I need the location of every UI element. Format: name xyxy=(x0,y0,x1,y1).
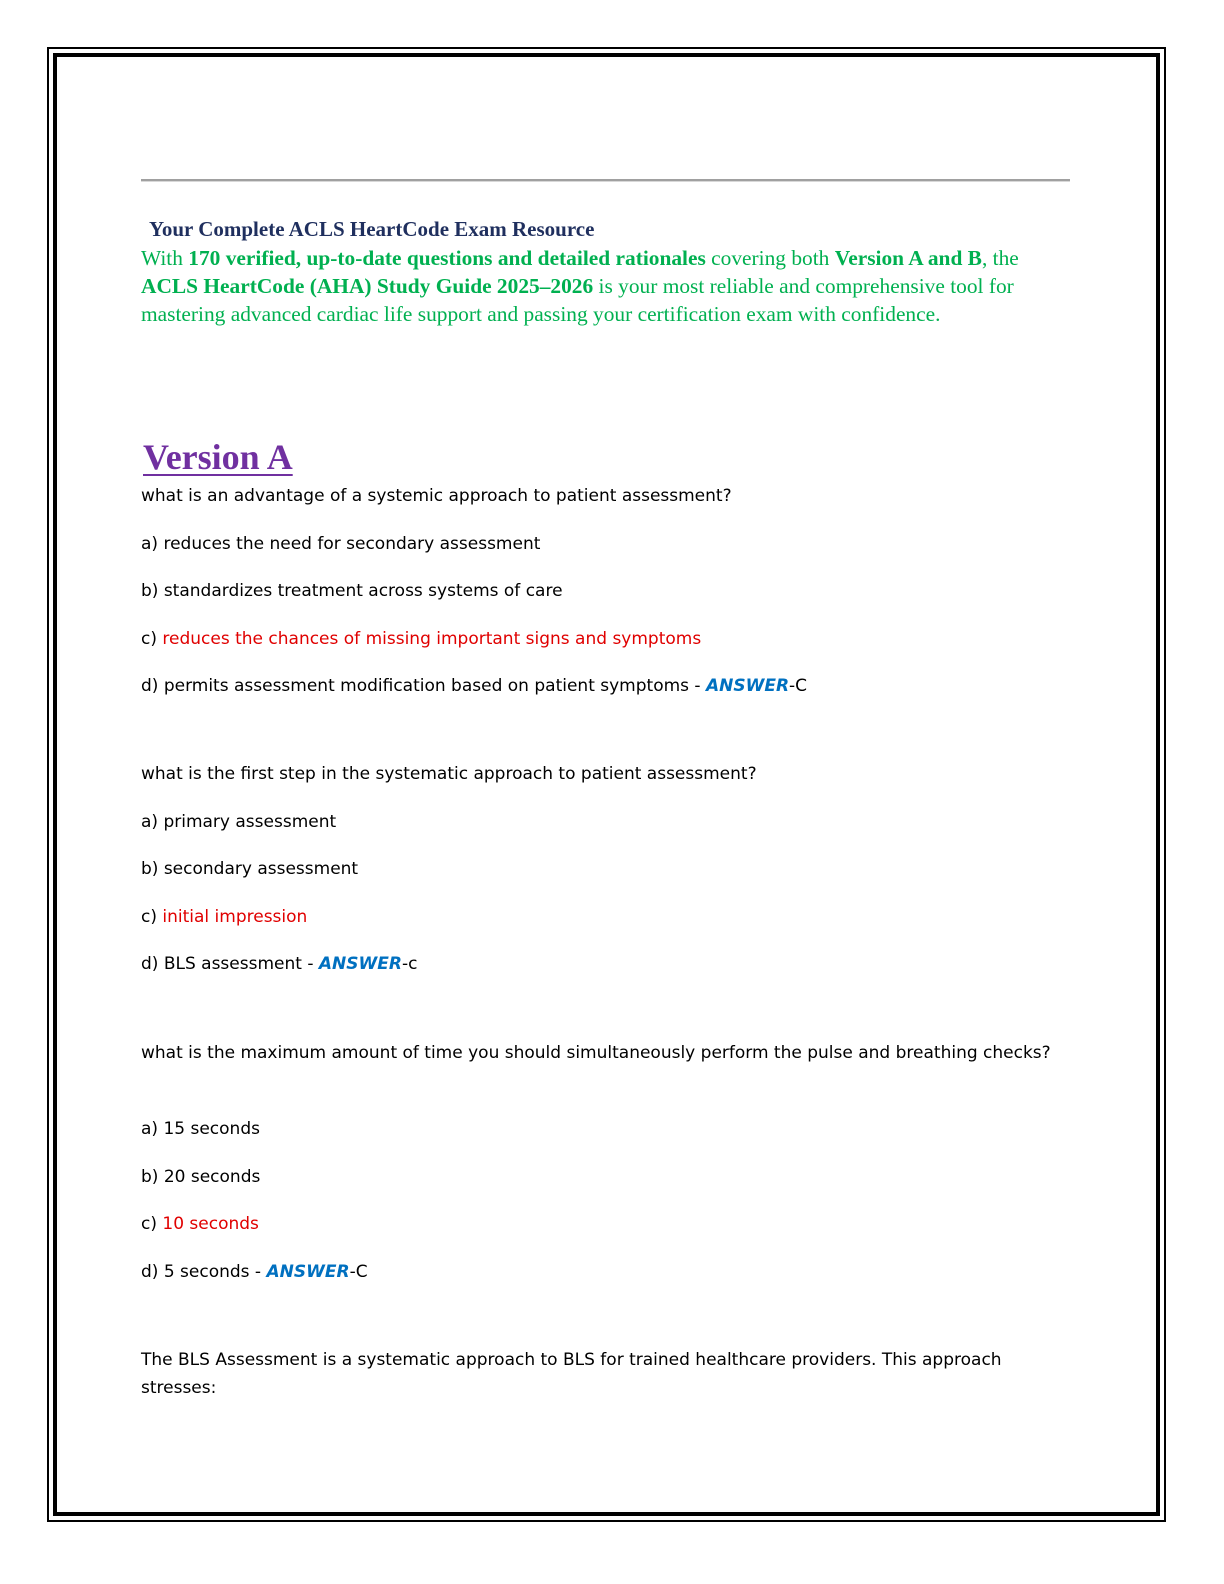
option-a: a) 15 seconds xyxy=(141,1119,260,1139)
option-a: a) primary assessment xyxy=(141,812,337,832)
option-c: c) reduces the chances of missing important signs and symptoms xyxy=(141,629,702,649)
answer-value: -c xyxy=(401,954,418,974)
option-c: c) 10 seconds xyxy=(141,1214,259,1234)
answer-label: ANSWER xyxy=(318,954,402,974)
option-b: b) secondary assessment xyxy=(141,859,359,879)
intro-paragraph: With 170 verified, up-to-date questions and detailed rationales covering both Version A and B, the ACLS HeartCode (AHA) Study Guide 2025–2026 is your most reliable and comprehensive tool for mastering advanced cardiac life support and passing your certification exam with confidence. xyxy=(141,246,1019,326)
question-text: what is an advantage of a systemic approach to patient assessment? xyxy=(141,486,732,506)
intro-title: Your Complete ACLS HeartCode Exam Resource xyxy=(149,217,595,241)
correct-option-text: 10 seconds xyxy=(162,1214,259,1234)
horizontal-rule xyxy=(141,179,1070,181)
answer-value: -C xyxy=(349,1262,368,1282)
question-text: what is the maximum amount of time you should simultaneously perform the pulse and breathing checks? xyxy=(141,1043,1051,1063)
answer-label: ANSWER xyxy=(266,1262,350,1282)
option-d: d) 5 seconds - ANSWER-C xyxy=(141,1262,368,1282)
option-d: d) permits assessment modification based on patient symptoms - ANSWER-C xyxy=(141,676,808,696)
correct-option-text: reduces the chances of missing important signs and symptoms xyxy=(162,629,702,649)
option-b: b) standardizes treatment across systems of care xyxy=(141,581,563,601)
answer-label: ANSWER xyxy=(705,676,790,696)
question-text: The BLS Assessment is a systematic approach to BLS for trained healthcare providers. This approach stresses: xyxy=(141,1350,1002,1398)
correct-option-text: initial impression xyxy=(162,907,308,927)
version-heading: Version A xyxy=(143,437,293,477)
option-c: c) initial impression xyxy=(141,907,308,927)
answer-value: -C xyxy=(789,676,808,696)
question-text: what is the first step in the systematic approach to patient assessment? xyxy=(141,764,757,784)
option-b: b) 20 seconds xyxy=(141,1167,261,1187)
option-a: a) reduces the need for secondary assessment xyxy=(141,534,541,554)
option-d: d) BLS assessment - ANSWER-c xyxy=(141,954,418,974)
